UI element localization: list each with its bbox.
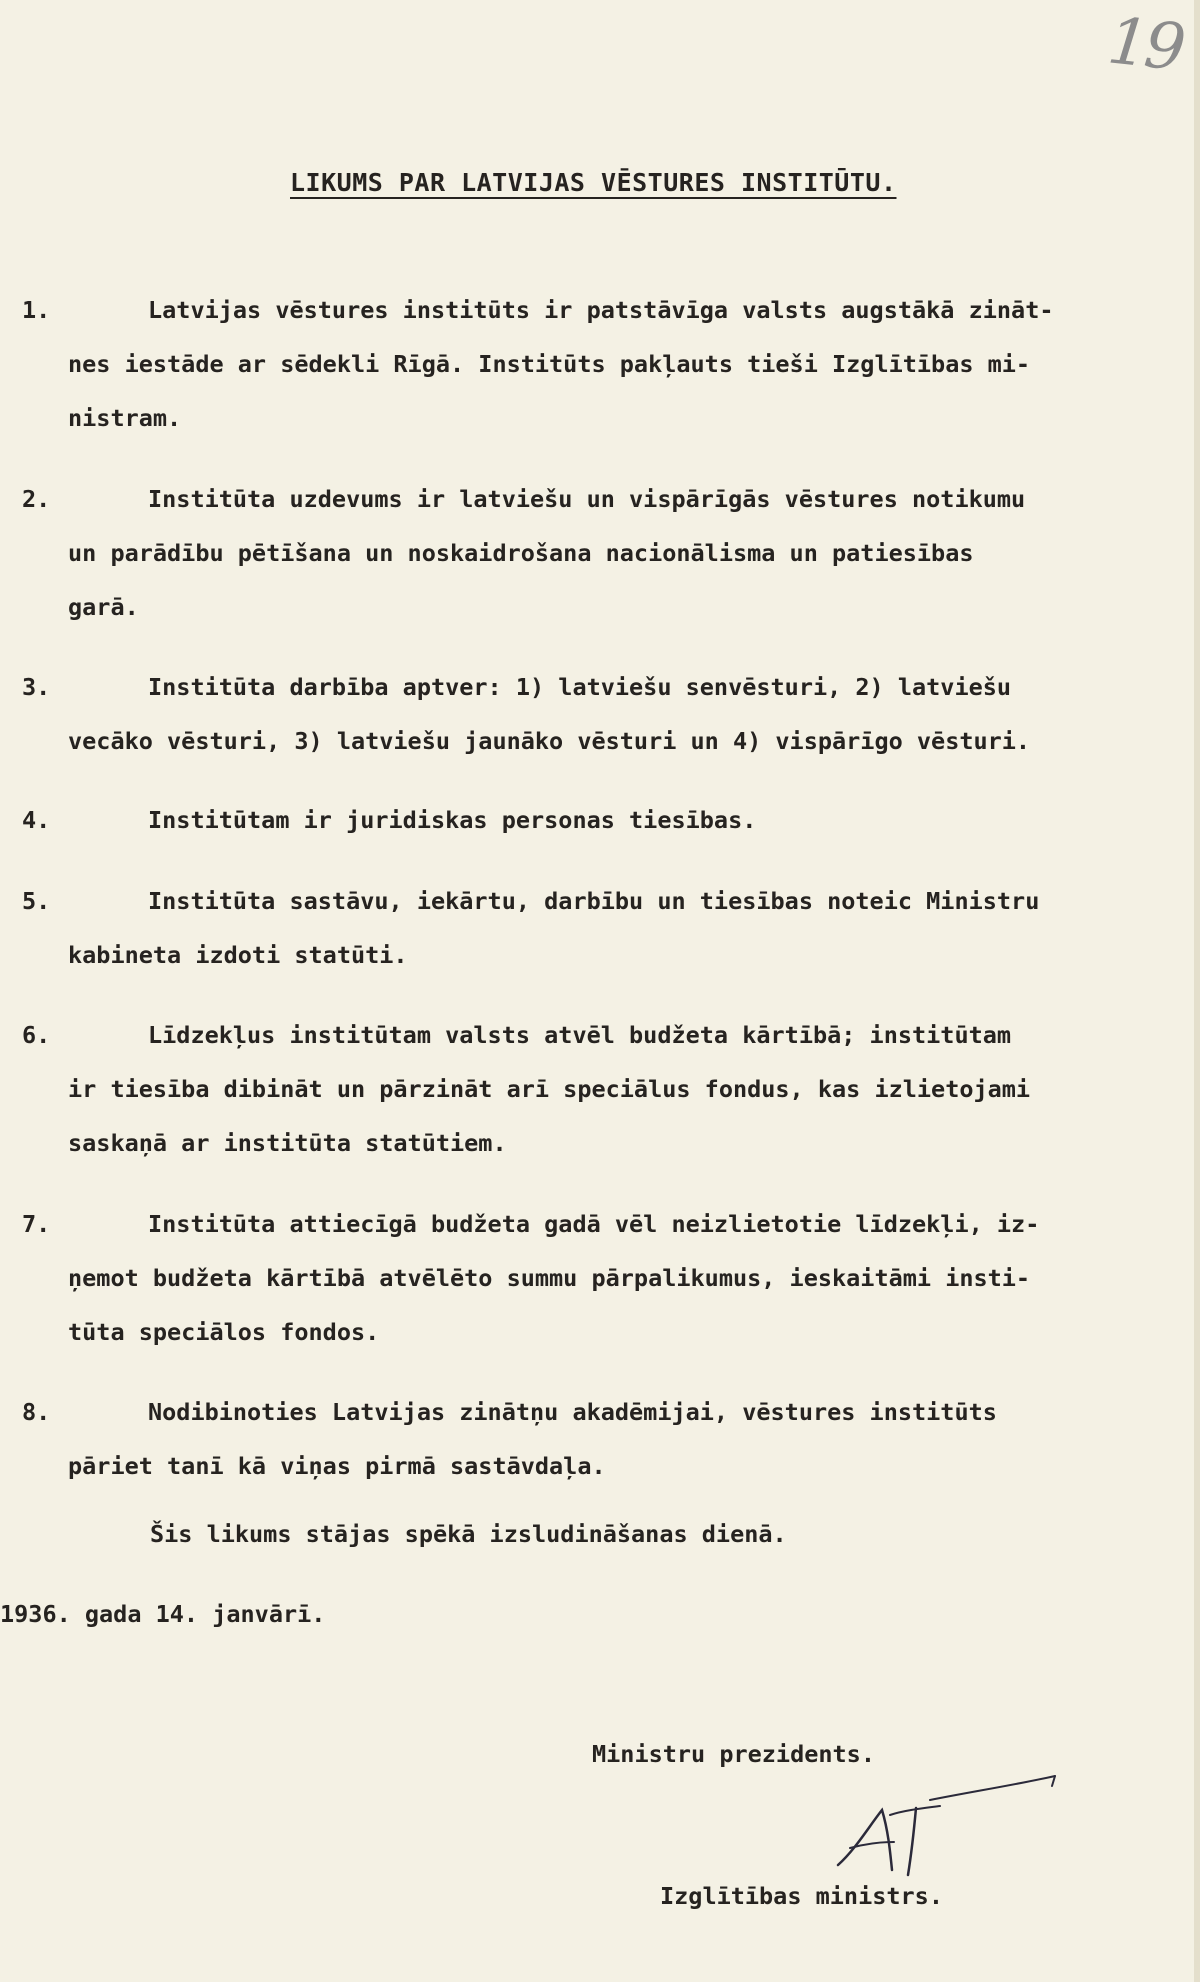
article-number: 4. — [22, 806, 51, 834]
article-line: tūta speciālos fondos. — [68, 1318, 380, 1346]
article-line: Institūta sastāvu, iekārtu, darbību un tiesības noteic Ministru — [148, 887, 1040, 915]
article-line: nistram. — [68, 404, 182, 432]
article-number: 2. — [22, 485, 51, 513]
page-edge — [1194, 0, 1200, 1982]
article-line: Nodibinoties Latvijas zinātņu akadēmijai, vēstures institūts — [148, 1398, 997, 1426]
handwritten-signature-icon — [830, 1770, 1070, 1880]
article-line: Latvijas vēstures institūts ir patstāvīga valsts augstākā zināt- — [148, 296, 1054, 324]
article-number: 8. — [22, 1398, 51, 1426]
document-title: LIKUMS PAR LATVIJAS VĒSTURES INSTITŪTU. — [290, 168, 897, 197]
article-number: 1. — [22, 296, 51, 324]
article-line: un parādību pētīšana un noskaidrošana nacionālisma un patiesības — [68, 539, 974, 567]
article-line: pāriet tanī kā viņas pirmā sastāvdaļa. — [68, 1452, 606, 1480]
article-line: Institūta darbība aptver: 1) latviešu senvēsturi, 2) latviešu — [148, 673, 1012, 701]
article-line: ir tiesība dibināt un pārzināt arī speciālus fondus, kas izlietojami — [68, 1075, 1031, 1103]
article-line: saskaņā ar institūta statūtiem. — [68, 1129, 507, 1157]
article-line: Institūta uzdevums ir latviešu un vispārīgās vēstures notikumu — [148, 485, 1026, 513]
article-line: kabineta izdoti statūti. — [68, 941, 408, 969]
document-date: 1936. gada 14. janvārī. — [0, 1600, 326, 1628]
article-line: Institūta attiecīgā budžeta gadā vēl neizlietotie līdzekļi, iz- — [148, 1210, 1040, 1238]
closing-clause: Šis likums stājas spēkā izsludināšanas dienā. — [150, 1520, 787, 1548]
article-line: ņemot budžeta kārtībā atvēlēto summu pārpalikumus, ieskaitāmi insti- — [68, 1264, 1031, 1292]
article-number: 7. — [22, 1210, 51, 1238]
education-minister-label: Izglītības ministrs. — [660, 1882, 943, 1910]
handwritten-page-number: 19 — [1104, 4, 1186, 86]
article-line: Institūtam ir juridiskas personas tiesības. — [148, 806, 757, 834]
article-line: garā. — [68, 593, 139, 621]
article-number: 3. — [22, 673, 51, 701]
article-line: Līdzekļus institūtam valsts atvēl budžeta kārtībā; institūtam — [148, 1021, 1012, 1049]
article-line: nes iestāde ar sēdekli Rīgā. Institūts pakļauts tieši Izglītības mi- — [68, 350, 1031, 378]
article-number: 5. — [22, 887, 51, 915]
prime-minister-label: Ministru prezidents. — [592, 1740, 875, 1768]
article-number: 6. — [22, 1021, 51, 1049]
article-line: vecāko vēsturi, 3) latviešu jaunāko vēsturi un 4) vispārīgo vēsturi. — [68, 727, 1031, 755]
